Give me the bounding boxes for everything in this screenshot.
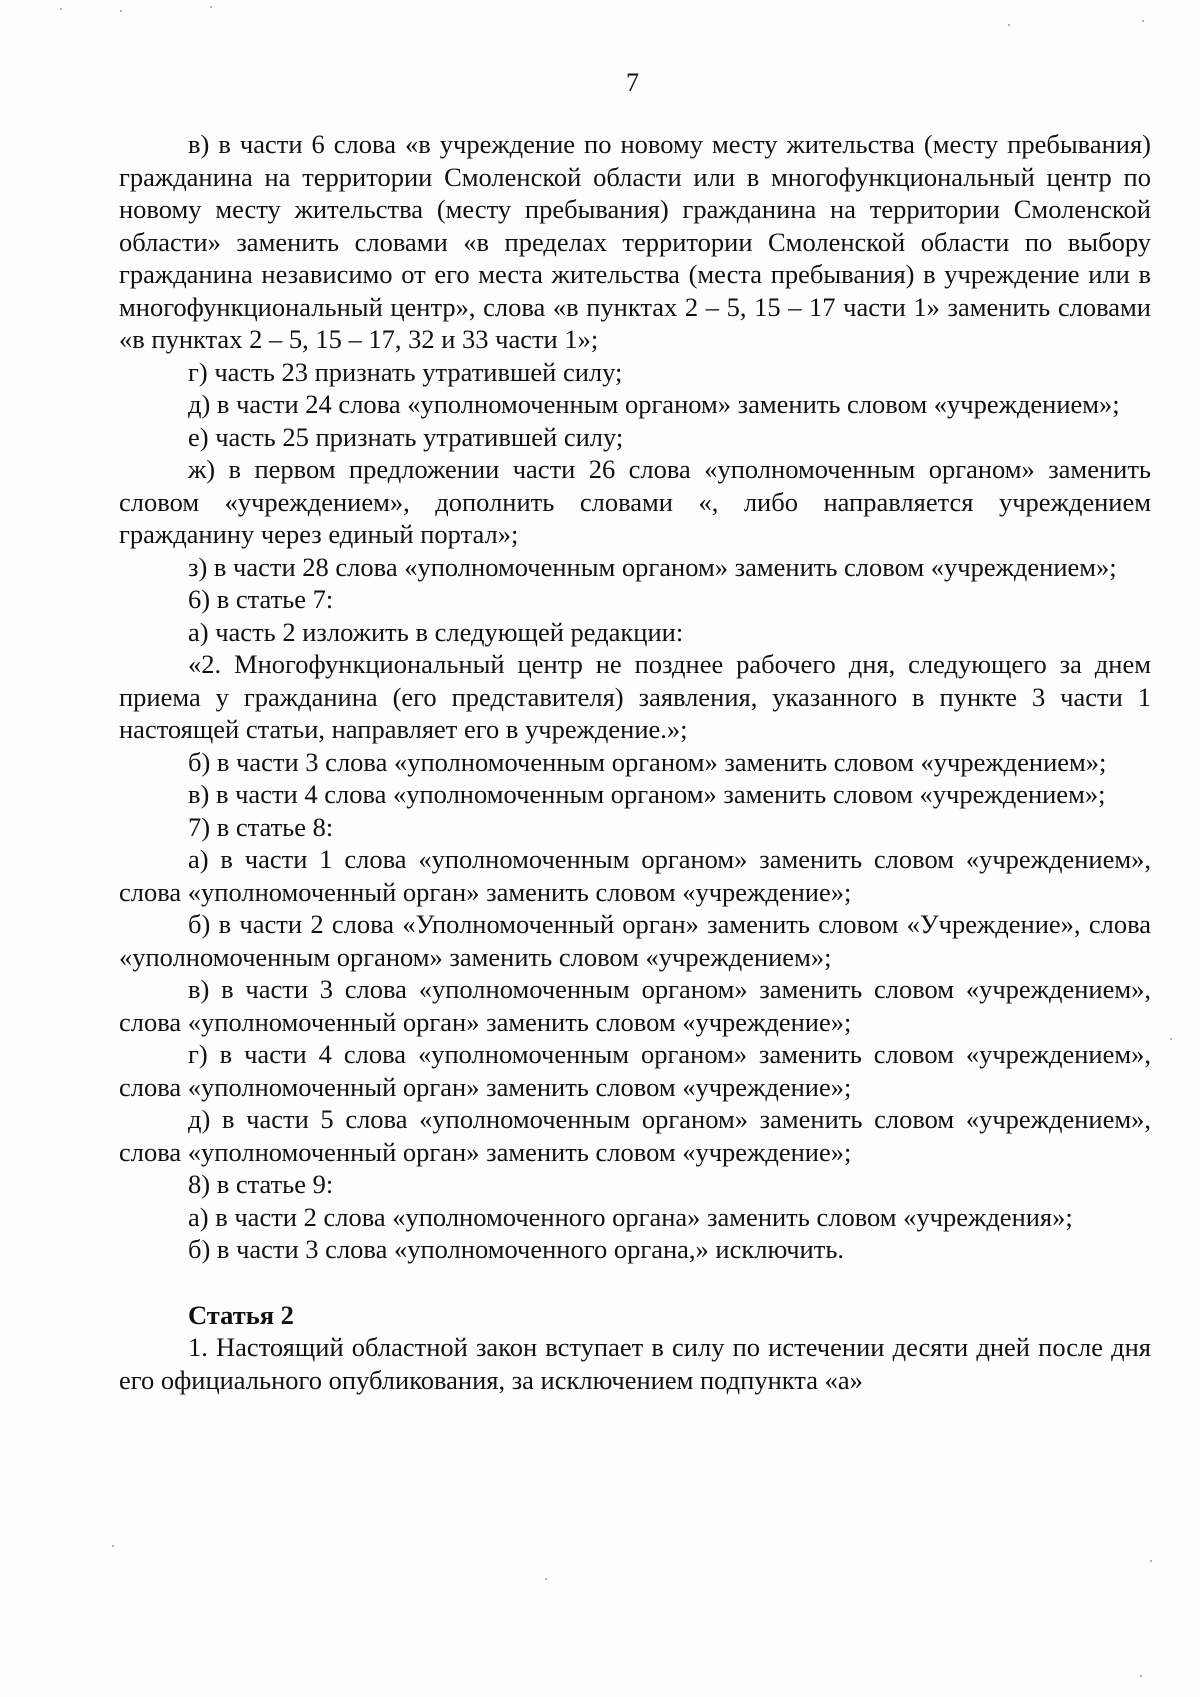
paragraph-6g: г) часть 23 признать утратившей силу; [188,356,623,387]
scan-speck [1142,20,1144,22]
paragraph-7v: в) в части 4 слова «уполномоченным органом» заменить словом «учреждением»; [188,779,1106,809]
scan-speck [1150,1560,1152,1562]
paragraph-8d: д) в части 5 слова «уполномоченным органом» заменить словом «учреждением», слова «уполномоченный орган» заменить словом «учреждение»; [119,1104,1151,1167]
quoted-part-2: «2. Многофункциональный центр не позднее рабочего дня, следующего за днем приема у гражданина (его представителя) заявления, указанного в пункте 3 части 1 настоящей статьи, направляет его в учреждение.»; [119,649,1151,744]
paragraph-6e: е) часть 25 признать утратившей силу; [188,421,624,452]
paragraph-8v: в) в части 3 слова «уполномоченным органом» заменить словом «учреждением», слова «уполномоченный орган» заменить словом «учреждение»; [119,974,1151,1037]
scan-speck [1170,1038,1172,1040]
article-2-paragraph-1: 1. Настоящий областной закон вступает в силу по истечении десяти дней после дня его официального опубликования, за исключением подпункта «а» [119,1332,1151,1395]
scan-speck [120,10,122,12]
article-heading: Статья 2 [188,1299,294,1330]
paragraph-6v: в) в части 6 слова «в учреждение по новому месту жительства (месту пребывания) гражданина на территории Смоленской области или в многофункциональный центр по новому месту жительства (месту пребывания) гражданина на территории Смоленской области» заменить словами «в пределах территории Смоленской области по выбору гражданина независимо от его места жительства (места пребывания) в учреждение или в многофункциональный центр», слова «в пунктах 2 – 5, 15 – 17 части 1» заменить словами «в пунктах 2 – 5, 15 – 17, 32 и 33 части 1»; [119,129,1151,354]
paragraph-6d: д) в части 24 слова «уполномоченным органом» заменить словом «учреждением»; [188,389,1120,419]
item-6-article-7: 6) в статье 7: [188,584,334,614]
scan-speck [1140,1675,1142,1677]
paragraph-8g: г) в части 4 слова «уполномоченным органом» заменить словом «учреждением», слова «уполномоченный орган» заменить словом «учреждение»; [119,1039,1151,1102]
paragraph-9b: б) в части 3 слова «уполномоченного органа,» исключить. [188,1234,845,1264]
paragraph-8a: а) в части 1 слова «уполномоченным органом» заменить словом «учреждением», слова «уполномоченный орган» заменить словом «учреждение»; [119,844,1151,907]
paragraph-6z: з) в части 28 слова «уполномоченным органом» заменить словом «учреждением»; [188,551,1117,582]
paragraph-9a: а) в части 2 слова «уполномоченного органа» заменить словом «учреждения»; [188,1201,1073,1232]
paragraph-7b: б) в части 3 слова «уполномоченным органом» заменить словом «учреждением»; [188,746,1107,777]
scan-speck [60,8,62,10]
paragraph-8b: б) в части 2 слова «Уполномоченный орган» заменить словом «Учреждение», слова «уполномоченным органом» заменить словом «учреждением»; [119,909,1151,972]
scan-speck [545,1578,547,1580]
scan-speck [1008,24,1010,26]
scan-speck [210,6,212,8]
item-8-article-9: 8) в статье 9: [188,1169,334,1199]
page-number: 7 [626,68,639,97]
paragraph-6zh: ж) в первом предложении части 26 слова «уполномоченным органом» заменить словом «учреждением», дополнить словами «, либо направляется учреждением гражданину через единый портал»; [119,454,1151,549]
scan-speck [112,1545,114,1547]
document-body [119,128,1151,1396]
item-7-article-8: 7) в статье 8: [188,811,334,842]
paragraph-7a: а) часть 2 изложить в следующей редакции: [188,616,684,647]
